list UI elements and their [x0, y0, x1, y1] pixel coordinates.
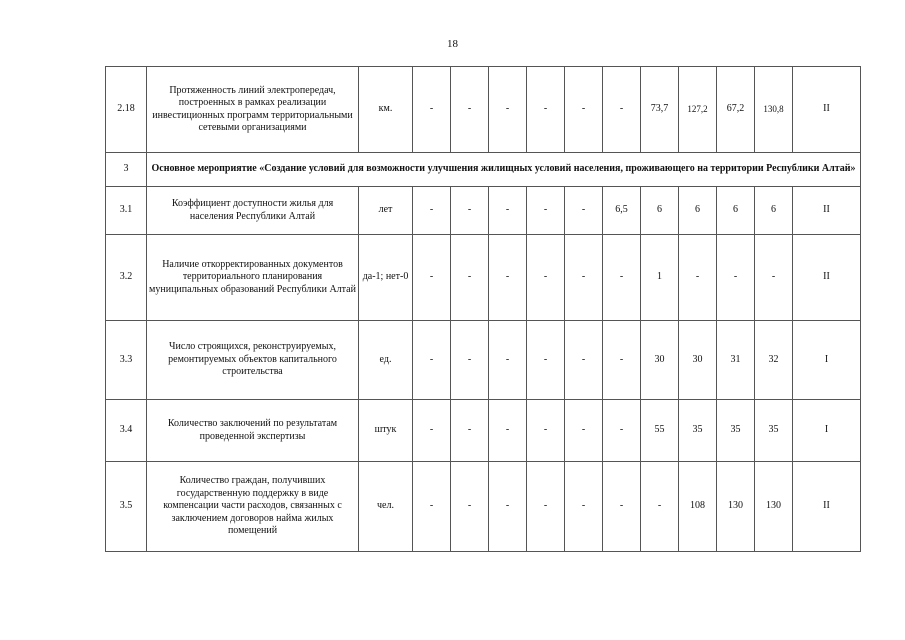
value-cell: 55: [641, 400, 679, 462]
value-cell: -: [527, 400, 565, 462]
table-row: [106, 321, 861, 400]
level-cell: I: [793, 400, 861, 462]
value-cell: -: [413, 67, 451, 153]
value-cell: 35: [717, 400, 755, 462]
value-cell: -: [489, 235, 527, 321]
value-cell: 31: [717, 321, 755, 400]
value-cell: -: [565, 400, 603, 462]
row-number: 3.5: [106, 462, 147, 552]
value-cell: -: [565, 462, 603, 552]
value-cell: -: [755, 235, 793, 321]
value-cell: -: [527, 321, 565, 400]
indicator-name: Коэффициент доступности жилья для населения Республики Алтай: [147, 187, 359, 235]
unit-cell: ед.: [359, 321, 413, 400]
value-cell: -: [527, 187, 565, 235]
value-cell: 30: [641, 321, 679, 400]
value-cell: -: [489, 462, 527, 552]
value-cell: -: [527, 235, 565, 321]
row-number: 3.1: [106, 187, 147, 235]
value-cell: 32: [755, 321, 793, 400]
indicator-name: Количество граждан, получивших государственную поддержку в виде компенсации части расходов, связанных с заключением договоров найма жилых помещений: [147, 462, 359, 552]
value-cell: -: [413, 187, 451, 235]
section-row: [106, 153, 861, 187]
value-cell: -: [603, 235, 641, 321]
row-number: 2.18: [106, 67, 147, 153]
value-cell: -: [603, 462, 641, 552]
value-cell: -: [489, 67, 527, 153]
value-cell: -: [413, 400, 451, 462]
value-cell: 108: [679, 462, 717, 552]
value-cell: 6: [717, 187, 755, 235]
value-cell: -: [565, 321, 603, 400]
value-cell: -: [527, 67, 565, 153]
value-cell: 6,5: [603, 187, 641, 235]
value-cell: 30: [679, 321, 717, 400]
row-number: 3.3: [106, 321, 147, 400]
table-row: [106, 235, 861, 321]
value-cell: 6: [755, 187, 793, 235]
value-cell: -: [641, 462, 679, 552]
indicator-name: Наличие откорректированных документов территориального планирования муниципальных образований Республики Алтай: [147, 235, 359, 321]
value-cell: -: [413, 235, 451, 321]
value-cell: -: [717, 235, 755, 321]
table-row: [106, 400, 861, 462]
value-cell: -: [451, 321, 489, 400]
unit-cell: лет: [359, 187, 413, 235]
value-cell: 67,2: [717, 67, 755, 153]
unit-cell: штук: [359, 400, 413, 462]
value-cell: -: [413, 321, 451, 400]
table-row: [106, 187, 861, 235]
value-cell: -: [451, 187, 489, 235]
value-cell: 6: [679, 187, 717, 235]
level-cell: I: [793, 321, 861, 400]
value-cell: -: [489, 187, 527, 235]
indicator-name: Количество заключений по результатам проведенной экспертизы: [147, 400, 359, 462]
value-cell: 35: [679, 400, 717, 462]
value-cell: -: [451, 400, 489, 462]
level-cell: II: [793, 462, 861, 552]
value-cell: 35: [755, 400, 793, 462]
row-number: 3: [106, 153, 147, 187]
value-cell: 130: [755, 462, 793, 552]
indicator-name: Протяженность линий электропередач, построенных в рамках реализации инвестиционных программ территориальными сетевыми организациями: [147, 67, 359, 153]
value-cell: -: [603, 67, 641, 153]
value-cell: 73,7: [641, 67, 679, 153]
value-cell: -: [451, 462, 489, 552]
level-cell: II: [793, 235, 861, 321]
value-cell: -: [413, 462, 451, 552]
value-cell: -: [603, 321, 641, 400]
value-cell: -: [451, 67, 489, 153]
value-cell: 130: [717, 462, 755, 552]
value-cell: -: [603, 400, 641, 462]
value-cell: -: [489, 400, 527, 462]
level-cell: II: [793, 67, 861, 153]
value-cell: -: [679, 235, 717, 321]
value-cell: -: [489, 321, 527, 400]
unit-cell: км.: [359, 67, 413, 153]
value-cell: -: [565, 235, 603, 321]
indicators-table: [105, 66, 861, 552]
table-row: [106, 462, 861, 552]
value-cell: 127,2: [679, 67, 717, 153]
level-cell: II: [793, 187, 861, 235]
unit-cell: чел.: [359, 462, 413, 552]
unit-cell: да-1; нет-0: [359, 235, 413, 321]
page-number: 18: [447, 38, 458, 50]
value-cell: -: [565, 187, 603, 235]
row-number: 3.4: [106, 400, 147, 462]
row-number: 3.2: [106, 235, 147, 321]
section-title: Основное мероприятие «Создание условий для возможности улучшения жилищных условий населения, проживающего на территории Республики Алтай»: [147, 153, 861, 187]
value-cell: 130,8: [755, 67, 793, 153]
value-cell: 1: [641, 235, 679, 321]
value-cell: 6: [641, 187, 679, 235]
indicator-name: Число строящихся, реконструируемых, ремонтируемых объектов капитального строительства: [147, 321, 359, 400]
value-cell: -: [527, 462, 565, 552]
value-cell: -: [451, 235, 489, 321]
value-cell: -: [565, 67, 603, 153]
table-row: [106, 67, 861, 153]
